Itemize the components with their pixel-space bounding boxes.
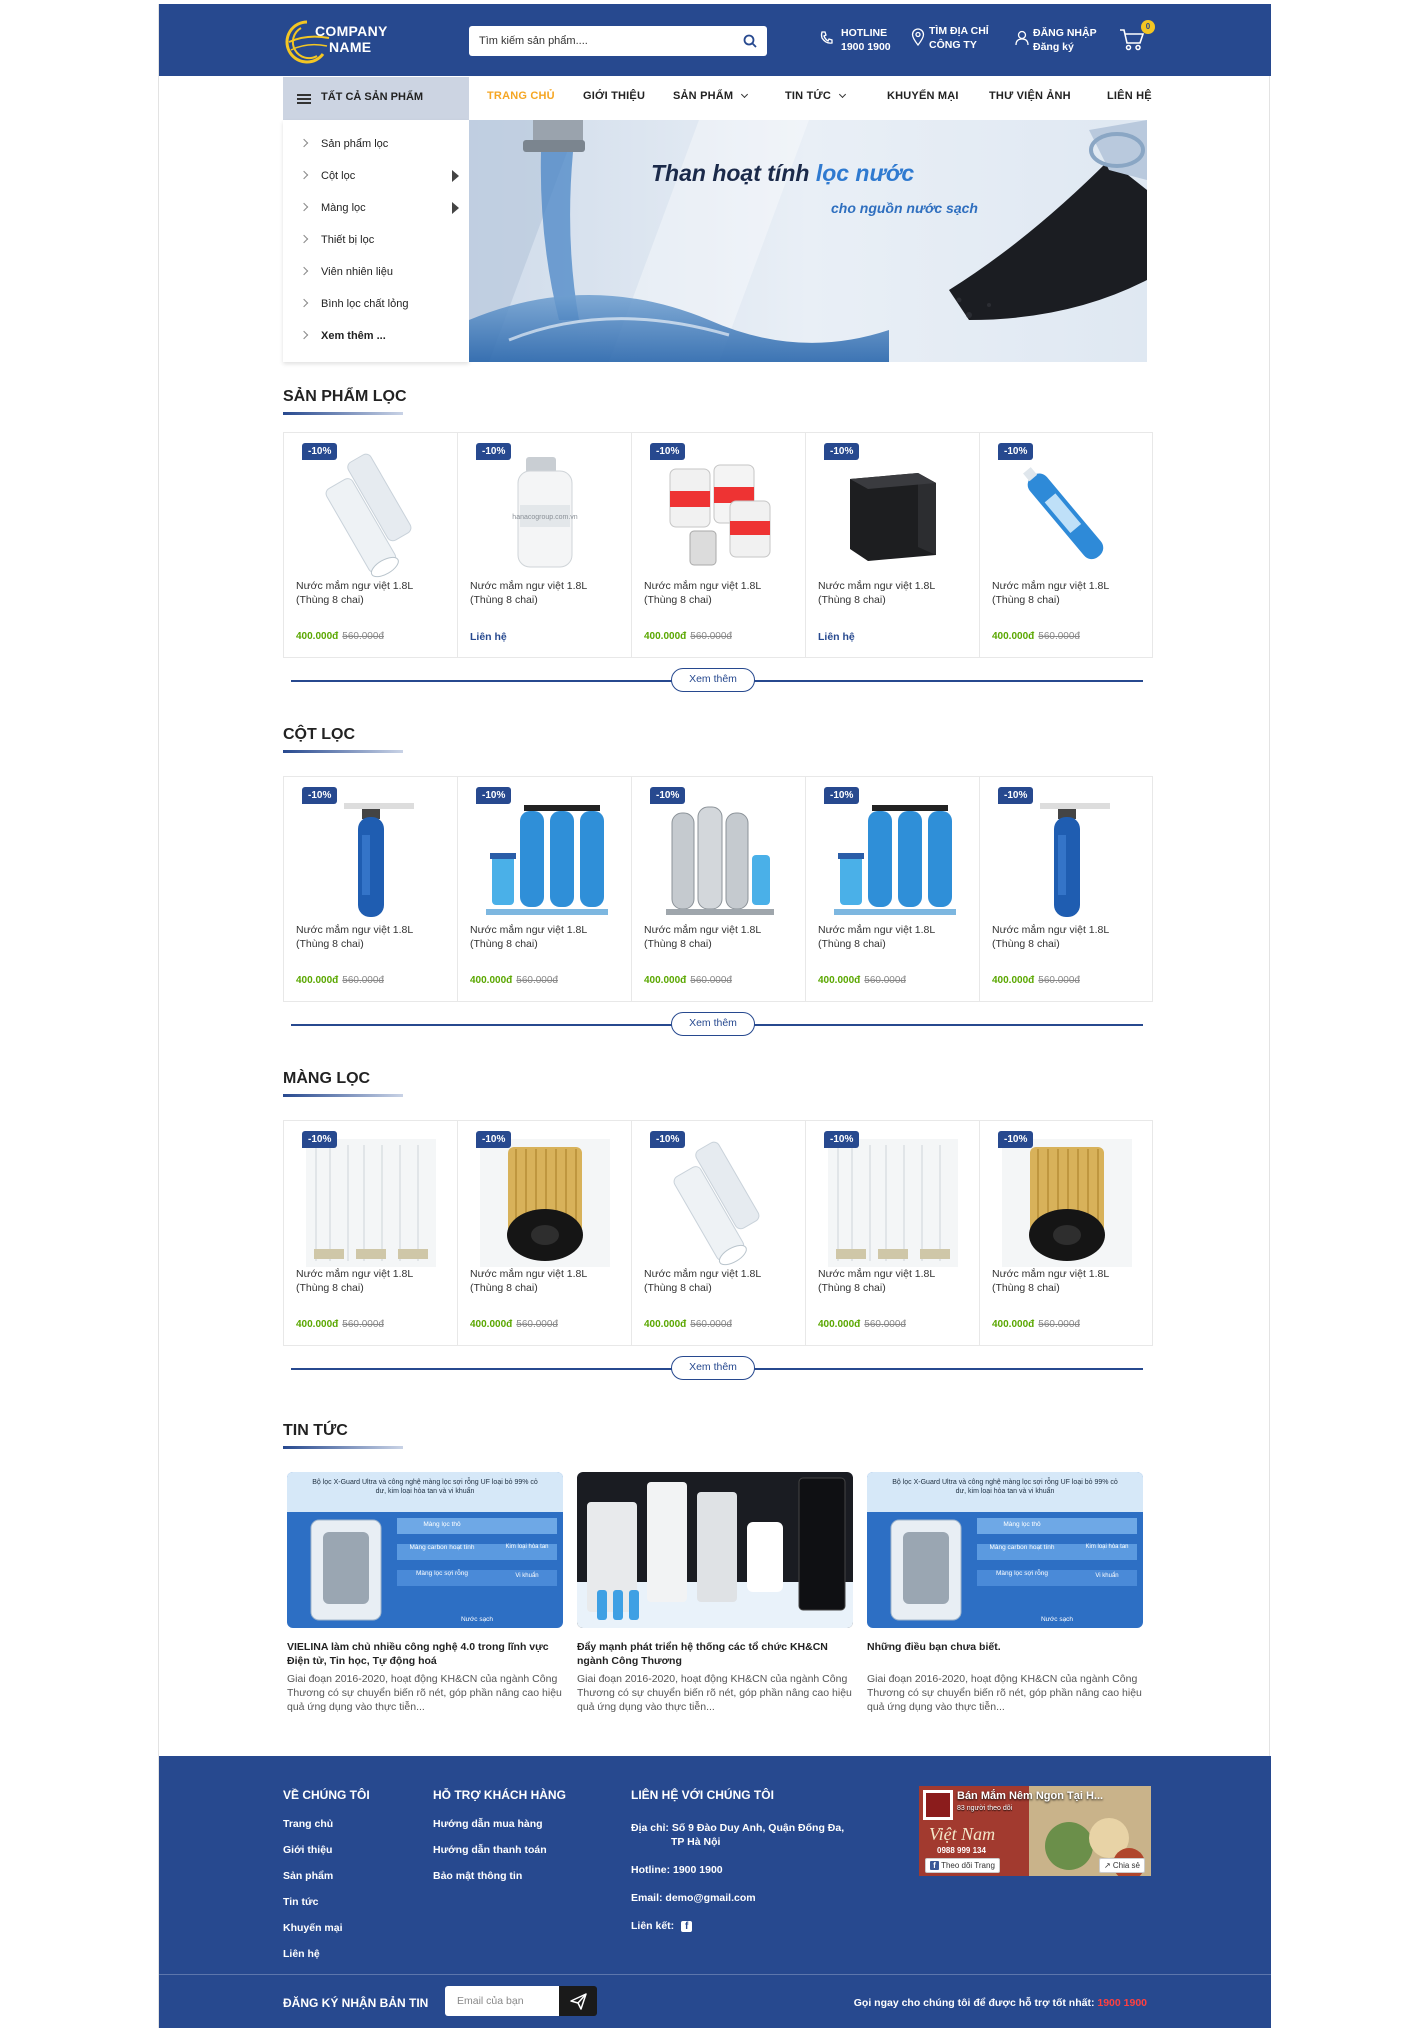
product-name[interactable]: Nước mắm ngư việt 1.8L (Thùng 8 chai)	[818, 1268, 935, 1294]
discount-badge: -10%	[998, 787, 1033, 804]
discount-badge: -10%	[824, 787, 859, 804]
login-link[interactable]	[1015, 26, 1097, 54]
product-name[interactable]: Nước mắm ngư việt 1.8L (Thùng 8 chai)	[818, 580, 935, 606]
price-old: 560.000đ	[1038, 631, 1080, 642]
inline-filter-image	[1000, 451, 1134, 579]
chevron-right-icon	[300, 299, 308, 307]
view-more-button[interactable]: Xem thêm	[671, 1356, 755, 1380]
view-more-button[interactable]: Xem thêm	[671, 1012, 755, 1036]
discount-badge: -10%	[650, 443, 685, 460]
company-name-line1: COMPANY	[315, 23, 388, 39]
company-name[interactable]	[315, 23, 388, 55]
nav-about[interactable]	[583, 90, 645, 102]
chevron-right-icon	[300, 139, 308, 147]
store-line1: TÌM ĐỊA CHỈ	[929, 25, 989, 37]
news-excerpt: Giai đoạn 2016-2020, hoạt động KH&CN của ngành Công Thương có sự chuyển biến rõ nét, góp phần nâng cao hiệu quả ứng dụng vào thực tiễn...	[867, 1673, 1142, 1713]
product-card[interactable]	[806, 777, 980, 1001]
facebook-icon[interactable]: f	[681, 1921, 692, 1932]
nav-promotions-label: KHUYẾN MẠI	[887, 90, 959, 102]
product-price	[992, 975, 1080, 986]
nav-news[interactable]	[785, 90, 845, 102]
nav-promotions[interactable]	[887, 90, 959, 102]
newsletter-submit-button[interactable]	[559, 1986, 597, 2016]
chevron-right-icon	[300, 203, 308, 211]
triple-column-filter-image	[826, 795, 960, 923]
discount-badge: -10%	[302, 1131, 337, 1148]
product-name[interactable]: Nước mắm ngư việt 1.8L (Thùng 8 chai)	[470, 1268, 587, 1294]
nav-contact[interactable]	[1107, 90, 1152, 102]
product-name[interactable]: Nước mắm ngư việt 1.8L (Thùng 8 chai)	[644, 580, 761, 606]
product-grid-filter-columns	[283, 776, 1153, 1002]
nav-home-label: TRANG CHỦ	[487, 90, 555, 102]
footer-support-title: HỖ TRỢ KHÁCH HÀNG	[433, 1788, 566, 1802]
product-grid-filter-products	[283, 432, 1153, 658]
product-price	[296, 1319, 384, 1330]
oil-filters-image	[652, 451, 786, 579]
news-excerpt: Giai đoạn 2016-2020, hoạt động KH&CN của ngành Công Thương có sự chuyển biến rõ nét, góp phần nâng cao hiệu quả ứng dụng vào thực tiễn...	[287, 1673, 562, 1713]
infographic-bottom: Nước sạch	[460, 1616, 494, 1623]
nav-contact-label: LIÊN HỆ	[1107, 90, 1152, 102]
newsletter-title: ĐĂNG KÝ NHẬN BẢN TIN	[283, 1996, 429, 2010]
infographic-layer1: Màng lọc thô	[423, 1521, 461, 1528]
product-card[interactable]	[632, 1121, 806, 1345]
hero-banner[interactable]	[469, 120, 1147, 362]
map-pin-icon	[911, 28, 925, 46]
product-price	[818, 1319, 906, 1330]
all-categories-button[interactable]	[283, 77, 469, 121]
product-name[interactable]: Nước mắm ngư việt 1.8L (Thùng 8 chai)	[296, 1268, 413, 1294]
footer-link-buying-guide[interactable]: Hướng dẫn mua hàng	[433, 1818, 543, 1830]
infographic-bottom: Nước sạch	[1040, 1616, 1074, 1623]
sidebar-item-label: Cột lọc	[321, 170, 356, 182]
infographic-layer2: Màng carbon hoạt tính	[409, 1544, 475, 1551]
price-current: 400.000đ	[992, 975, 1035, 986]
section-underline	[283, 1094, 403, 1097]
fb-phone: 0988 999 134	[937, 1846, 986, 1855]
infographic-side1: Kim loại hòa tan	[1085, 1544, 1129, 1550]
footer-address: Địa chỉ: Số 9 Đào Duy Anh, Quận Đống Đa,	[631, 1822, 845, 1834]
product-price	[644, 631, 732, 642]
view-more-button[interactable]: Xem thêm	[671, 668, 755, 692]
price-current: 400.000đ	[992, 1319, 1035, 1330]
register-label: Đăng ký	[1033, 41, 1074, 53]
discount-badge: -10%	[650, 1131, 685, 1148]
footer-link-privacy[interactable]: Bảo mật thông tin	[433, 1870, 523, 1882]
chevron-right-icon	[300, 267, 308, 275]
infographic-side2: Vi khuẩn	[515, 1573, 539, 1579]
banner-headline-main: Than hoạt tính	[651, 160, 810, 186]
discount-badge: -10%	[650, 787, 685, 804]
infographic-layer3: Màng lọc sợi rỗng	[996, 1570, 1048, 1577]
discount-badge: -10%	[998, 443, 1033, 460]
fb-share-button[interactable]	[1099, 1858, 1145, 1873]
footer-address-city: TP Hà Nội	[671, 1836, 721, 1848]
footer-link-home[interactable]: Trang chủ	[283, 1818, 334, 1830]
facebook-page-widget[interactable]	[919, 1786, 1151, 1876]
infographic-layer1: Màng lọc thô	[1003, 1521, 1041, 1528]
product-card[interactable]	[458, 1121, 632, 1345]
fb-follow-label: Theo dõi Trang	[941, 1861, 995, 1870]
price-old: 560.000đ	[1038, 975, 1080, 986]
price-current: 400.000đ	[470, 1319, 513, 1330]
price-old: 560.000đ	[516, 1319, 558, 1330]
uf-membrane-module-image	[826, 1139, 960, 1267]
newsletter-email-input[interactable]	[445, 1986, 561, 2016]
infographic-side2: Vi khuẩn	[1095, 1573, 1119, 1579]
sidebar-item-label: Sản phẩm lọc	[321, 138, 389, 150]
call-us-number[interactable]: 1900 1900	[1097, 1997, 1147, 2009]
price-current: 400.000đ	[296, 631, 339, 642]
product-card[interactable]	[806, 1121, 980, 1345]
product-card[interactable]	[458, 777, 632, 1001]
discount-badge: -10%	[476, 1131, 511, 1148]
product-name[interactable]: Nước mắm ngư việt 1.8L (Thùng 8 chai)	[296, 580, 413, 606]
nav-products[interactable]	[673, 90, 747, 102]
send-icon	[559, 1986, 597, 2016]
footer-social-label: Liên kết:	[631, 1920, 675, 1932]
product-card[interactable]	[284, 777, 458, 1001]
page-frame	[158, 4, 1270, 2028]
footer-link-promotions[interactable]: Khuyến mại	[283, 1922, 343, 1934]
login-label: ĐĂNG NHẬP	[1033, 27, 1097, 39]
product-price	[818, 975, 906, 986]
price-old: 560.000đ	[342, 1319, 384, 1330]
nav-products-label: SẢN PHẨM	[673, 90, 734, 102]
site-footer	[159, 1756, 1271, 2028]
footer-link-products[interactable]: Sản phẩm	[283, 1870, 334, 1882]
product-price	[296, 631, 384, 642]
product-card[interactable]	[632, 777, 806, 1001]
single-column-filter-image	[1000, 795, 1134, 923]
news-thumbnail[interactable]	[577, 1472, 853, 1628]
store-locator-link[interactable]	[911, 24, 989, 52]
chevron-down-icon	[741, 91, 748, 98]
section-underline	[283, 412, 403, 415]
product-card[interactable]	[632, 433, 806, 657]
price-current: 400.000đ	[644, 631, 687, 642]
product-name[interactable]: Nước mắm ngư việt 1.8L (Thùng 8 chai)	[992, 580, 1109, 606]
nav-home[interactable]	[487, 90, 555, 102]
product-card[interactable]	[806, 433, 980, 657]
fuel-filter-image	[478, 451, 612, 579]
price-old: 560.000đ	[1038, 1319, 1080, 1330]
sidebar-item-filter-columns[interactable]	[283, 162, 469, 192]
footer-link-payment-guide[interactable]: Hướng dẫn thanh toán	[433, 1844, 547, 1856]
sidebar-item-label: Bình lọc chất lỏng	[321, 298, 409, 310]
sidebar-item-label: Viên nhiên liệu	[321, 266, 393, 278]
sidebar-item-label: Thiết bị lọc	[321, 234, 375, 246]
price-current: 400.000đ	[644, 1319, 687, 1330]
pleated-cartridge-image	[1000, 1139, 1134, 1267]
product-name[interactable]: Nước mắm ngư việt 1.8L (Thùng 8 chai)	[470, 580, 587, 606]
sidebar-item-membranes[interactable]	[283, 194, 469, 224]
fb-brand-text: Việt Nam	[929, 1824, 996, 1844]
product-name[interactable]: Nước mắm ngư việt 1.8L (Thùng 8 chai)	[992, 1268, 1109, 1294]
sidebar-item-fuel-pellets[interactable]	[283, 258, 469, 288]
nav-gallery[interactable]	[989, 90, 1071, 102]
section-title-filter-products: SẢN PHẨM LỌC	[283, 388, 407, 405]
discount-badge: -10%	[998, 1131, 1033, 1148]
nav-news-label: TIN TỨC	[785, 90, 831, 102]
news-title[interactable]: Đẩy mạnh phát triển hệ thống các tổ chức KH&CN ngành Công Thương	[577, 1641, 828, 1667]
footer-divider	[159, 1974, 1271, 1975]
chevron-right-icon	[300, 171, 308, 179]
product-card[interactable]	[980, 777, 1154, 1001]
banner-subline: cho nguồn nước sạch	[831, 200, 978, 216]
chevron-down-icon	[839, 91, 846, 98]
section-title-filter-columns: CỘT LỌC	[283, 726, 355, 743]
infographic-layer3: Màng lọc sợi rỗng	[416, 1570, 468, 1577]
footer-link-news[interactable]: Tin tức	[283, 1896, 319, 1908]
price-current: 400.000đ	[644, 975, 687, 986]
footer-social	[631, 1920, 692, 1932]
pleated-cartridge-image	[478, 1139, 612, 1267]
price-old: 560.000đ	[864, 1319, 906, 1330]
product-name[interactable]: Nước mắm ngư việt 1.8L (Thùng 8 chai)	[296, 924, 413, 950]
section-underline	[283, 1446, 403, 1449]
fb-followers: 83 người theo dõi	[957, 1805, 1013, 1812]
site-header	[159, 4, 1271, 76]
steel-column-filter-image	[652, 795, 786, 923]
nav-about-label: GIỚI THIỆU	[583, 90, 646, 102]
contact-price-link[interactable]: Liên hệ	[818, 631, 855, 643]
category-sidebar	[283, 120, 469, 362]
uf-membrane-module-image	[304, 1139, 438, 1267]
price-old: 560.000đ	[690, 975, 732, 986]
infographic-side1: Kim loại hòa tan	[505, 1544, 549, 1550]
triple-column-filter-image	[478, 795, 612, 923]
price-old: 560.000đ	[516, 975, 558, 986]
share-icon: ↗	[1103, 1861, 1111, 1870]
price-old: 560.000đ	[342, 975, 384, 986]
product-name[interactable]: Nước mắm ngư việt 1.8L (Thùng 8 chai)	[644, 924, 761, 950]
discount-badge: -10%	[476, 443, 511, 460]
product-name[interactable]: Nước mắm ngư việt 1.8L (Thùng 8 chai)	[644, 1268, 761, 1294]
price-current: 400.000đ	[818, 1319, 861, 1330]
sidebar-item-devices[interactable]	[283, 226, 469, 256]
footer-email[interactable]: Email: demo@gmail.com	[631, 1892, 756, 1904]
facebook-icon: f	[930, 1861, 939, 1870]
price-current: 400.000đ	[296, 975, 339, 986]
news-thumbnail[interactable]	[867, 1472, 1143, 1628]
single-column-filter-image	[304, 795, 438, 923]
user-icon	[1015, 30, 1029, 46]
price-current: 400.000đ	[470, 975, 513, 986]
product-image-watermark: hanacogroup.com.vn	[512, 514, 578, 521]
fb-share-label: Chia sẻ	[1112, 1861, 1140, 1870]
sidebar-item-more[interactable]	[283, 322, 469, 352]
product-price	[644, 975, 732, 986]
price-old: 560.000đ	[690, 631, 732, 642]
search-input[interactable]	[469, 26, 729, 56]
honeycomb-carbon-image	[826, 451, 960, 579]
sidebar-item-filter-products[interactable]	[283, 130, 469, 160]
sidebar-item-label: Xem thêm ...	[321, 330, 386, 342]
footer-link-about[interactable]: Giới thiệu	[283, 1844, 333, 1856]
fb-page-name[interactable]: Bán Mắm Nêm Ngon Tại H...	[957, 1790, 1104, 1802]
price-current: 400.000đ	[992, 631, 1035, 642]
store-line2: CÔNG TY	[929, 39, 977, 51]
discount-badge: -10%	[302, 787, 337, 804]
banner-headline	[651, 160, 914, 187]
call-us-label: Gọi ngay cho chúng tôi để được hỗ trợ tốt nhất:	[853, 1997, 1095, 2009]
footer-hotline: Hotline: 1900 1900	[631, 1864, 723, 1876]
price-old: 560.000đ	[690, 1319, 732, 1330]
product-price	[644, 1319, 732, 1330]
chevron-right-icon	[300, 331, 308, 339]
hotline-number: 1900 1900	[841, 41, 891, 53]
price-current: 400.000đ	[296, 1319, 339, 1330]
cart-count-badge: 0	[1141, 20, 1155, 34]
footer-link-contact[interactable]: Liên hệ	[283, 1948, 320, 1960]
search-icon[interactable]	[743, 34, 757, 48]
phone-icon	[819, 30, 835, 46]
price-old: 560.000đ	[864, 975, 906, 986]
menu-icon	[297, 94, 311, 104]
company-name-line2: NAME	[329, 39, 372, 55]
submenu-arrow-icon	[452, 170, 459, 182]
section-title-news: TIN TỨC	[283, 1422, 348, 1439]
price-current: 400.000đ	[818, 975, 861, 986]
sidebar-item-label: Màng lọc	[321, 202, 366, 214]
product-card[interactable]	[980, 433, 1154, 657]
news-title[interactable]: VIELINA làm chủ nhiều công nghệ 4.0 trong lĩnh vực Điện tử, Tin học, Tự động hoá	[287, 1641, 549, 1667]
footer-contact-title: LIÊN HỆ VỚI CHÚNG TÔI	[631, 1788, 774, 1802]
water-purifiers-image	[577, 1472, 853, 1628]
product-price	[296, 975, 384, 986]
all-categories-label: TẤT CẢ SẢN PHẨM	[321, 91, 424, 103]
section-underline	[283, 750, 403, 753]
product-card[interactable]	[458, 433, 632, 657]
product-price	[470, 975, 558, 986]
price-old: 560.000đ	[342, 631, 384, 642]
infographic-layer2: Màng carbon hoạt tính	[989, 1544, 1055, 1551]
footer-about-title: VỀ CHÚNG TÔI	[283, 1788, 370, 1802]
news-excerpt: Giai đoạn 2016-2020, hoạt động KH&CN của ngành Công Thương có sự chuyển biến rõ nét, góp phần nâng cao hiệu quả ứng dụng vào thực tiễn...	[577, 1673, 852, 1713]
news-title[interactable]: Những điều bạn chưa biết.	[867, 1641, 1001, 1653]
discount-badge: -10%	[824, 1131, 859, 1148]
hero-banner-image	[469, 120, 1147, 362]
product-price	[470, 1319, 558, 1330]
discount-badge: -10%	[302, 443, 337, 460]
news-thumbnail[interactable]	[287, 1472, 563, 1628]
banner-headline-accent: lọc nước	[815, 160, 915, 186]
product-price	[992, 631, 1080, 642]
submenu-arrow-icon	[452, 202, 459, 214]
chevron-right-icon	[300, 235, 308, 243]
nav-gallery-label: THƯ VIỆN ẢNH	[989, 90, 1071, 102]
infographic-heading: Bộ lọc X-Guard Ultra và công nghệ màng lọc sợi rỗng UF loại bỏ 99% cỏ dư, kim loại hòa tan và vi khuẩn	[892, 1479, 1118, 1495]
hotline-label: HOTLINE	[841, 27, 888, 39]
contact-price-link[interactable]: Liên hệ	[470, 631, 507, 643]
hotline-link[interactable]	[819, 26, 891, 54]
search-box	[469, 26, 767, 56]
discount-badge: -10%	[476, 787, 511, 804]
sidebar-item-liquid-filters[interactable]	[283, 290, 469, 320]
product-card[interactable]	[284, 433, 458, 657]
fb-follow-button[interactable]	[925, 1858, 1000, 1873]
product-card[interactable]	[284, 1121, 458, 1345]
membrane-roll-image	[652, 1139, 786, 1267]
discount-badge: -10%	[824, 443, 859, 460]
product-name[interactable]: Nước mắm ngư việt 1.8L (Thùng 8 chai)	[470, 924, 587, 950]
product-grid-membranes	[283, 1120, 1153, 1346]
product-name[interactable]: Nước mắm ngư việt 1.8L (Thùng 8 chai)	[818, 924, 935, 950]
call-us-text	[854, 1997, 1147, 2009]
product-card[interactable]	[980, 1121, 1154, 1345]
product-name[interactable]: Nước mắm ngư việt 1.8L (Thùng 8 chai)	[992, 924, 1109, 950]
infographic-heading: Bộ lọc X-Guard Ultra và công nghệ màng lọc sợi rỗng UF loại bỏ 99% cỏ dư, kim loại hòa tan và vi khuẩn	[312, 1479, 538, 1495]
section-title-membranes: MÀNG LỌC	[283, 1070, 371, 1087]
cart-icon[interactable]	[1119, 28, 1145, 52]
membrane-roll-image	[304, 451, 438, 579]
product-price	[992, 1319, 1080, 1330]
